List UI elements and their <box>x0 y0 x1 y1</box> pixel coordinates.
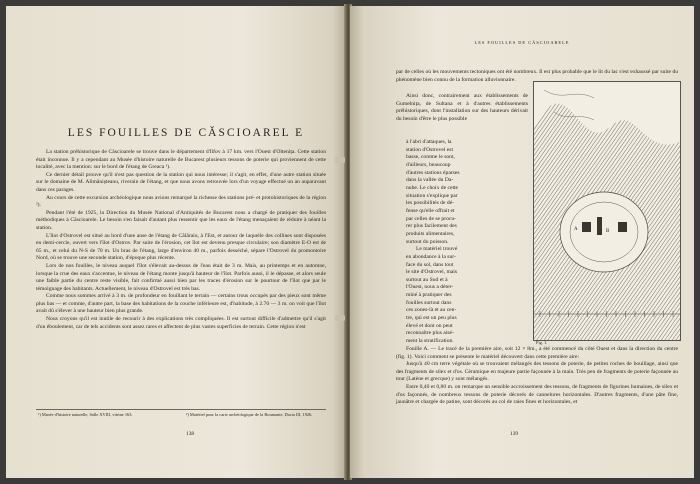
text-line: rer plus facilement des <box>406 223 457 230</box>
text-line: station d'Ostrovel est <box>406 146 453 153</box>
text-line: face du sol, dans tout <box>406 261 454 268</box>
text-line: élevé et dont on peut <box>406 322 453 329</box>
text-line: basse, comme le sont, <box>406 154 455 161</box>
right-page <box>350 6 694 478</box>
text-line: surtout au Sud et à <box>406 276 448 283</box>
text-line: fense qu'elle offrait et <box>406 207 455 214</box>
bottom-text <box>396 346 678 407</box>
paragraph: L'îlot d'Ostrovel est situé au bord d'une anse de l'étang de Călăraiu, à l'Est, et autour de laquelle des collines sont disposées en demi-cercle, ouvert vers l'îlot d'Ostrov. Par suite de l'érosion, cet îlot est devenu presque circulaire; son diamètre E-O est de 65 m., et celui du N-S de 70 m. Un bras de l'étang, large d'environ 40 m., parfois desséché, sépare l'Ostrovel du promontoire Nord, où se trouve une seconde station, d'époque plus récente. <box>36 232 326 262</box>
narrow-column <box>406 139 524 346</box>
text-line: situation s'explique par <box>406 192 458 199</box>
left-page <box>6 6 346 478</box>
text-line: en abondance à la sur- <box>406 253 456 260</box>
site-plan-figure <box>533 81 681 341</box>
footnote-1: ¹) Musée d'histoire naturelle, Salle XVIII, vitrine 163. <box>38 412 133 417</box>
site-plan-drawing <box>534 82 680 340</box>
paragraph: Ainsi donc, contrairement aux établissements de Gumelnița, de Sultana et à d'autres établissements préhistoriques, dont l'installation sur des hauteurs dérivait du besoin d'être le plus possible <box>396 93 528 122</box>
excavation-b <box>618 222 627 232</box>
binding-clip <box>335 315 345 321</box>
island-outline <box>560 192 648 272</box>
left-body-text <box>36 149 326 331</box>
lead-text <box>396 93 528 123</box>
text-line: d'autres stations éparses <box>406 169 460 176</box>
footnote-rule <box>36 409 326 410</box>
text-line: dans la vallée du Da- <box>406 177 454 184</box>
text-line: produits alimentaires, <box>406 230 455 237</box>
paragraph: Au cours de cette excursion archéologique nous avions remarqué la richesse des stations pré- et protohistoriques de la région ²). <box>36 194 326 209</box>
paragraph: Lors de nos fouilles, le niveau auquel l'îlot s'élevait au-dessus de l'eau était de 3 m. Mais, au printemps et en automne, lorsque la crue des eaux s'accentue, le niveau de l'étang monte jusqu'à hauteur de l'îlot. Parfois aussi, il le dépasse, et alors seule une faible partie du centre reste visible, fait confirmé aussi bien par les traces d'érosion sur le pourtour de l'îlot que par le témoignage des habitants. Actuellement, le niveau d'Ostrovel est très bas. <box>36 262 326 292</box>
figure-caption: Fig. 1. <box>536 340 548 345</box>
text-line: d'ailleurs, beaucoup <box>406 161 451 168</box>
page-title: LES FOUILLES DE CĂSCIOAREL E <box>67 127 305 139</box>
text-line: miné à pratiquer des <box>406 292 452 299</box>
paragraph: Pendant l'été de 1925, la Direction du Musée National d'Antiquités de Bucarest nous a chargé de pratiquer des fouilles méthodiques à Căscioarele. Le besoin s'en faisait d'autant plus ressentir que les eaux de l'étang menaçaient de réduire à néant la station. <box>36 209 326 231</box>
label-b: B <box>606 229 610 234</box>
excavation-center <box>597 217 602 235</box>
label-a: A <box>574 227 578 232</box>
paragraph: La station préhistorique de Căscioarele se trouve dans le département d'Ilfov à 17 km. vers l'Ouest d'Oltenița. Cette station était inconnue. Il y a cependant au Musée d'histoire naturelle de Bucarest plusieurs tessons de poterie qui proviennent de cette localité, avec la mention: sur le bord de l'étang de Greaca ¹). <box>36 149 326 171</box>
paragraph: Fouille A. — Le tracé de la première aire, soit 12 × 8m., a été commencé du côté Ouest et dans la direction du centre (fig. 1). Voici comment se présente le matériel découvert dans cette première aire: <box>396 346 678 360</box>
text-line: Le matériel trouvé <box>416 246 458 253</box>
running-head: LES FOUILLES DE CĂSCIOARELE <box>474 40 570 45</box>
paragraph: Entre 0,40 et 0,80 m. on remarque un sensible accroissement des tessons, de fragments de figurines humaines, de silex et d'os façonnés, de nombreux tessons de poterie décorés de cannelures horizontales. D'autres fragments, d'une pâte fine, jaunâtre et chargée de patine, sont décorés au col de raies fines et horizontales, et <box>396 383 678 406</box>
text-line: fouilles surtout dans <box>406 299 452 306</box>
paragraph: Ce dernier détail prouve qu'il n'est pas question de la station qui nous intéresse; il s'agit, en effet, d'une autre station située sur le domaine de M. Alimănișteanu, riverain de l'étang, et que nous avons retrouvée lors d'un voyage effectué un an auparavant dans ces parages. <box>36 171 326 193</box>
page-number: 138 <box>186 431 195 437</box>
text-line: ces zones-là et au cen- <box>406 307 457 314</box>
text-line: l'Ouest, nous a déter- <box>406 284 454 291</box>
text-line: surtout du poisson. <box>406 238 449 245</box>
text-line: le site d'Ostrovel, mais <box>406 269 458 276</box>
text-line: les possibilités de dé- <box>406 200 455 207</box>
paragraph: par de celles où les mouvements tectoniques ont été nombreux. Il est plus probable que le lit du lac s'est exhaussé par suite du phénomène bien connu de la formation alluvionnaire. <box>396 69 678 83</box>
text-line: par celles de se procu- <box>406 215 457 222</box>
paragraph: Nous croyons qu'il est inutile de recourir à des explications très compliquées. Il est surtout difficile d'admettre qu'il s'agit d'un éboulement, car de tels accidents sont assez rares et affectent de plus vastes superficies de terrain. Cette région n'est <box>36 316 326 330</box>
paragraph: Comme nous sommes arrivé à 3 m. de profondeur en fouillant le terrain — certains trous occupés par des pieux sont même plus bas — et comme, d'autre part, la base des habitations de la couche inférieure est, d'habitude, à 2.70 — 3 m. on voit que l'îlot avait dû s'élever à une hauteur bien plus grande. <box>36 293 326 315</box>
text-line: reconnaître plus aisé- <box>406 330 454 337</box>
text-line: nube. Le choix de cette <box>406 184 459 191</box>
text-line: tre, qui est un peu plus <box>406 315 457 322</box>
text-line: ment la stratification. <box>406 338 454 345</box>
binding-clip <box>335 157 345 163</box>
paragraph: Jusqu'à 40 cm terre végétale où se trouvaient mélangés des tessons de poterie, de petites roches de bouillage, ainsi que des fragments de silex et d'os. Céramique en majeure partie façonnée à la main. Très peu de fragments de poterie façonnée au tour (Latène et grecque) y sont mélangés. <box>396 361 678 383</box>
text-line: à l'abri d'attaques, la <box>406 139 452 145</box>
excavation-a <box>582 222 591 232</box>
footnote-2: ²) Matériel pour la carte archéologique de la Roumanie, Dacia III, 1926. <box>186 412 313 417</box>
page-number: 139 <box>510 431 519 437</box>
